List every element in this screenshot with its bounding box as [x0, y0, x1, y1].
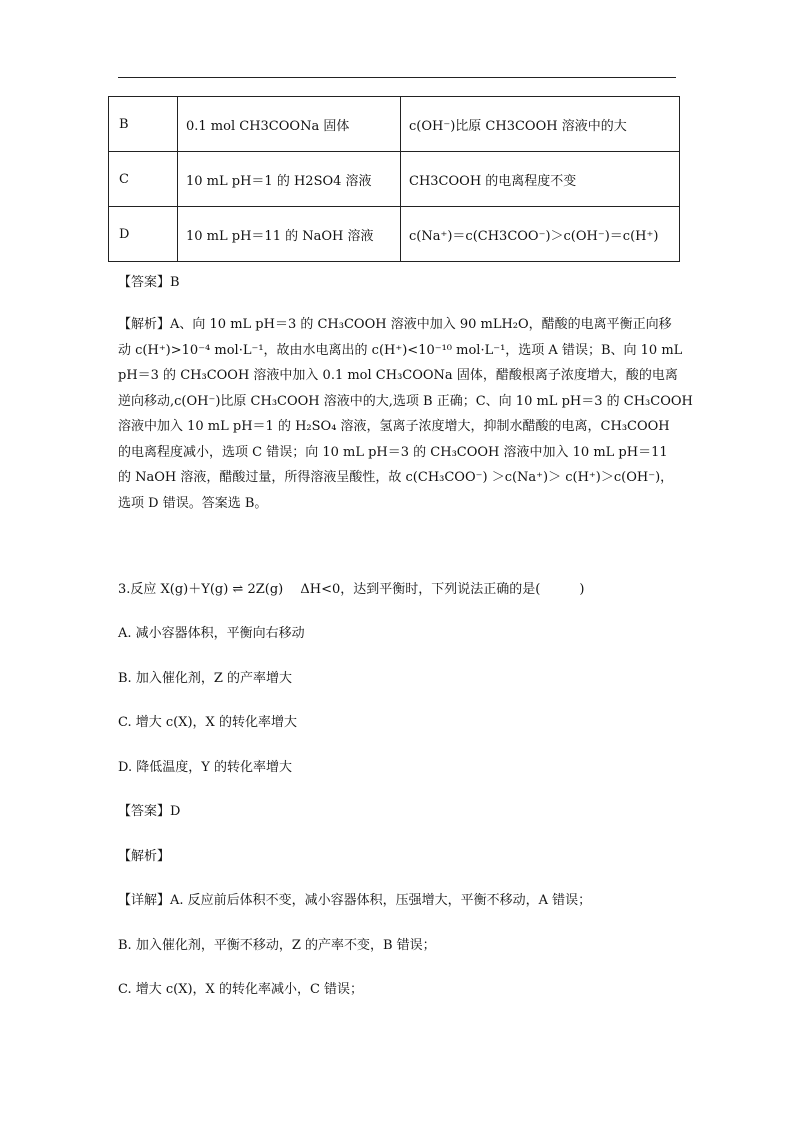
q3-answer: 【答案】D	[118, 804, 181, 819]
analysis-line: 动 c(H⁺)>10⁻⁴ mol·L⁻¹，故由水电离出的 c(H⁺)<10⁻¹⁰ mol·L⁻¹，选项 A 错误；B、向 10 mL	[118, 342, 683, 358]
q2-answer: 【答案】B	[118, 275, 180, 290]
q3-detail-b: B. 加入催化剂，平衡不移动，Z 的产率不变，B 错误；	[118, 938, 436, 953]
added-substance: 10 mL pH＝11 的 NaOH 溶液	[178, 207, 401, 262]
q3-option-a: A. 减小容器体积，平衡向右移动	[118, 626, 305, 641]
q3-option-d: D. 降低温度，Y 的转化率增大	[118, 760, 292, 775]
analysis-line: 选项 D 错误。答案选 B。	[118, 495, 268, 511]
q3-detail-c: C. 增大 c(X)，X 的转化率减小，C 错误；	[118, 982, 364, 997]
effect-statement: c(OH⁻)比原 CH3COOH 溶液中的大	[401, 97, 680, 152]
added-substance: 10 mL pH＝1 的 H2SO4 溶液	[178, 152, 401, 207]
effect-statement: c(Na⁺)＝c(CH3COO⁻)＞c(OH⁻)＝c(H⁺)	[401, 207, 680, 262]
header-rule	[118, 77, 676, 78]
analysis-line: pH＝3 的 CH₃COOH 溶液中加入 0.1 mol CH₃COONa 固体，醋酸根离子浓度增大，酸的电离	[118, 368, 678, 383]
table-row	[109, 97, 680, 152]
analysis-line: 逆向移动,c(OH⁻)比原 CH₃COOH 溶液中的大,选项 B 正确；C、向 10 mL pH＝3 的 CH₃COOH	[118, 393, 693, 409]
options-table	[108, 96, 680, 262]
table-row	[109, 207, 680, 262]
q3-analysis-title: 【解析】	[118, 849, 171, 864]
q3-option-c: C. 增大 c(X)，X 的转化率增大	[118, 715, 297, 730]
option-label: B	[109, 97, 178, 152]
q3-option-b: B. 加入催化剂，Z 的产率增大	[118, 671, 292, 686]
option-label: D	[109, 207, 178, 262]
analysis-line: 的 NaOH 溶液，醋酸过量，所得溶液呈酸性，故 c(CH₃COO⁻) ＞c(Na⁺)＞ c(H⁺)＞c(OH⁻)，	[118, 470, 674, 485]
table-row	[109, 152, 680, 207]
analysis-line: 的电离程度减小，选项 C 错误；向 10 mL pH＝3 的 CH₃COOH 溶液中加入 10 mL pH＝11	[118, 444, 668, 460]
q3-stem: 3.反应 X(g)＋Y(g) ⇌ 2Z(g) ΔH<0，达到平衡时，下列说法正确的是( )	[118, 582, 585, 597]
option-label: C	[109, 152, 178, 207]
analysis-line: 溶液中加入 10 mL pH＝1 的 H₂SO₄ 溶液，氢离子浓度增大，抑制水醋酸的电离，CH₃COOH	[118, 419, 670, 434]
added-substance: 0.1 mol CH3COONa 固体	[178, 97, 401, 152]
analysis-line: 【解析】A、向 10 mL pH＝3 的 CH₃COOH 溶液中加入 90 mLH₂O，醋酸的电离平衡正向移	[118, 317, 672, 332]
q2-analysis	[118, 312, 693, 516]
effect-statement: CH3COOH 的电离程度不变	[401, 152, 680, 207]
q3-detail-a: 【详解】A. 反应前后体积不变，减小容器体积，压强增大，平衡不移动，A 错误；	[118, 893, 592, 908]
